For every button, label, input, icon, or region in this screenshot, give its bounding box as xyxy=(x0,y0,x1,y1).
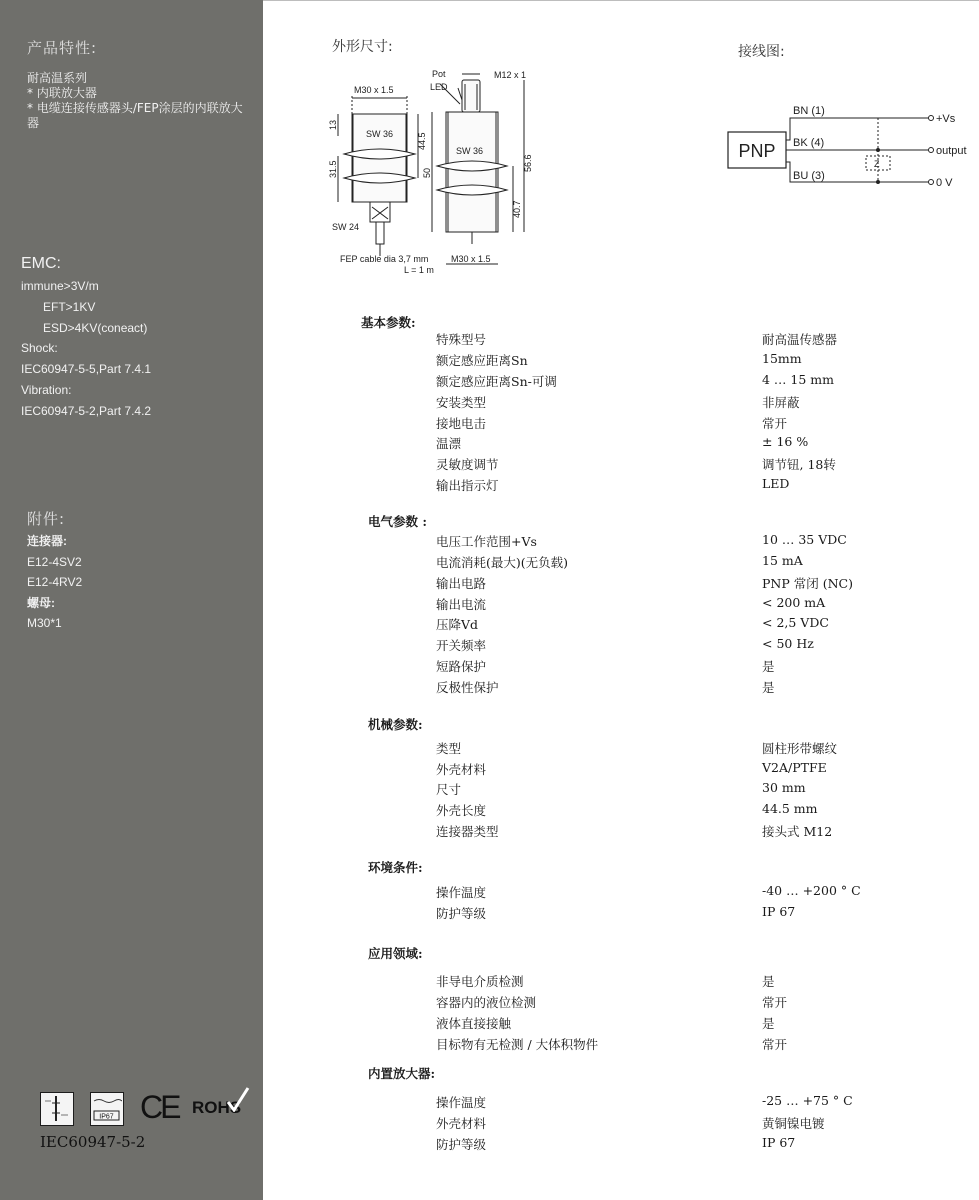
spec-value: 圆柱形带螺纹 xyxy=(762,741,838,756)
spec-value: 非屏蔽 xyxy=(762,395,800,410)
spec-row xyxy=(0,393,979,413)
spec-row xyxy=(0,1135,979,1155)
spec-value: 接头式 M12 xyxy=(762,824,833,839)
wire-bk: BK (4) xyxy=(793,137,825,149)
emc-item: immune>3V/m xyxy=(21,279,99,293)
spec-value: < 2,5 VDC xyxy=(762,615,829,630)
spec-group-electrical: 电气参数 : xyxy=(368,514,427,529)
spec-label: 容器内的液位检测 xyxy=(436,995,537,1010)
spec-label: 输出指示灯 xyxy=(436,478,499,493)
dim-fep-cable: FEP cable dia 3,7 mm xyxy=(340,254,429,264)
spec-row xyxy=(0,1014,979,1034)
dim-cable-length: L = 1 m xyxy=(404,265,434,275)
terminal-output: output xyxy=(936,145,967,157)
emc-item: IEC60947-5-2,Part 7.4.2 xyxy=(21,403,152,418)
spec-group-environment: 环境条件: xyxy=(368,860,423,875)
rohs-label: ROHS xyxy=(192,1098,242,1117)
spec-label: 外壳材料 xyxy=(436,1116,487,1131)
features-list xyxy=(27,71,252,131)
spec-label: 输出电流 xyxy=(436,597,487,612)
spec-group-mechanical: 机械参数: xyxy=(368,717,423,732)
dim-sw36b: SW 36 xyxy=(456,146,484,156)
spec-label: 尺寸 xyxy=(436,782,462,797)
spec-value: < 50 Hz xyxy=(762,636,814,651)
pnp-box-label: PNP xyxy=(738,141,776,161)
ce-mark-icon: CE xyxy=(140,1089,179,1125)
spec-label: 液体直接接触 xyxy=(436,1016,512,1031)
wire-bu: BU (3) xyxy=(793,170,825,182)
spec-value: 44.5 mm xyxy=(762,801,818,816)
accessory-item: 螺母: xyxy=(27,595,55,610)
dim-m12: M12 x 1 xyxy=(494,70,527,80)
spec-row xyxy=(0,1035,979,1055)
dim-13: 13 xyxy=(328,119,338,130)
spec-value: 30 mm xyxy=(762,780,806,795)
dim-m30-bottom: M30 x 1.5 xyxy=(451,254,491,264)
spec-value: PNP 常闭 (NC) xyxy=(762,576,853,591)
spec-label: 安装类型 xyxy=(436,395,487,410)
wiring-diagram xyxy=(720,100,979,199)
top-divider xyxy=(263,0,979,1)
spec-group-basic: 基本参数: xyxy=(361,315,416,330)
dim-315: 31.5 xyxy=(328,160,338,178)
spec-group-applications: 应用领域: xyxy=(368,946,423,961)
dim-50: 50 xyxy=(422,167,432,178)
spec-label: 非导电介质检测 xyxy=(436,974,524,989)
features-title: 产品特性: xyxy=(27,39,98,57)
spec-value: 15mm xyxy=(762,351,802,366)
spec-label: 电流消耗(最大)(无负载) xyxy=(436,555,569,570)
dim-m30-top: M30 x 1.5 xyxy=(354,85,394,95)
spec-value: IP 67 xyxy=(762,904,796,919)
spec-value: < 200 mA xyxy=(762,595,826,610)
spec-row xyxy=(0,904,979,924)
spec-value: 常开 xyxy=(762,416,788,431)
spec-label: 输出电路 xyxy=(436,576,487,591)
spec-label: 防护等级 xyxy=(436,906,487,921)
load-z: Z xyxy=(874,159,880,169)
spec-label: 温漂 xyxy=(436,436,462,451)
spec-label: 反极性保护 xyxy=(436,680,499,695)
terminal-0v: 0 V xyxy=(936,177,953,189)
emc-item: ESD>4KV(coneact) xyxy=(43,320,148,335)
spec-row xyxy=(0,636,979,656)
spec-value: 4 … 15 mm xyxy=(762,372,834,387)
emc-item: IEC60947-5-5,Part 7.4.1 xyxy=(21,362,152,377)
spec-value: ± 16 % xyxy=(762,434,809,449)
spec-label: 压降Vd xyxy=(436,617,479,632)
emc-item: EFT>1KV xyxy=(43,299,96,314)
spec-value: 耐高温传感器 xyxy=(762,332,838,347)
spec-row xyxy=(0,455,979,475)
spec-label: 外壳材料 xyxy=(436,762,487,777)
dim-445: 44.5 xyxy=(417,132,427,150)
standard-caption: IEC60947-5-2 xyxy=(40,1133,146,1151)
emc-title: EMC: xyxy=(21,255,61,272)
ip67-label: IP67 xyxy=(99,1113,114,1121)
wire-bn: BN (1) xyxy=(793,105,825,117)
spec-value: -25 … +75 ° C xyxy=(762,1093,853,1108)
spec-label: 外壳长度 xyxy=(436,803,487,818)
accessory-item: M30*1 xyxy=(27,616,62,630)
spec-value: 黄铜镍电镀 xyxy=(762,1116,825,1131)
dim-pot: Pot xyxy=(432,69,446,79)
spec-label: 连接器类型 xyxy=(436,824,499,839)
spec-row xyxy=(0,780,979,800)
spec-row xyxy=(0,434,979,454)
spec-row xyxy=(0,574,979,594)
dim-407: 40.7 xyxy=(512,200,522,218)
spec-value: 常开 xyxy=(762,1037,788,1052)
spec-row xyxy=(0,760,979,780)
feature-item: 耐高温系列 xyxy=(27,71,88,85)
spec-row xyxy=(0,657,979,677)
dim-sw36a: SW 36 xyxy=(366,129,394,139)
spec-row xyxy=(0,553,979,573)
spec-row xyxy=(0,414,979,434)
spec-label: 类型 xyxy=(436,741,462,756)
spec-value: 调节钮, 18转 xyxy=(762,457,836,472)
spec-row xyxy=(0,330,979,350)
feature-item: * 电缆连接传感器头/FEP涂层的内联放大器 xyxy=(27,101,243,130)
spec-label: 操作温度 xyxy=(436,1095,487,1110)
spec-row xyxy=(0,476,979,496)
dimensions-title: 外形尺寸: xyxy=(332,39,393,55)
emc-item: Vibration: xyxy=(21,382,72,397)
spec-value: V2A/PTFE xyxy=(762,760,827,775)
spec-value: 是 xyxy=(762,1016,775,1031)
spec-value: 10 … 35 VDC xyxy=(762,532,847,547)
spec-row xyxy=(0,372,979,392)
spec-row xyxy=(0,972,979,992)
spec-row xyxy=(0,993,979,1013)
spec-row xyxy=(0,595,979,615)
spec-value: 是 xyxy=(762,659,775,674)
emc-item: Shock: xyxy=(21,341,58,356)
spec-row xyxy=(0,532,979,552)
spec-value: 是 xyxy=(762,974,775,989)
spec-row xyxy=(0,678,979,698)
spec-label: 额定感应距离Sn xyxy=(436,353,528,368)
spec-value: -40 … +200 ° C xyxy=(762,883,861,898)
spec-label: 操作温度 xyxy=(436,885,487,900)
terminal-vs: +Vs xyxy=(936,113,956,125)
feature-item: * 内联放大器 xyxy=(27,86,97,100)
spec-value: IP 67 xyxy=(762,1135,796,1150)
dim-566: 56.6 xyxy=(523,154,533,172)
spec-label: 开关频率 xyxy=(436,638,487,653)
spec-value: LED xyxy=(762,476,790,491)
spec-row xyxy=(0,822,979,842)
spec-row xyxy=(0,1093,979,1113)
spec-label: 目标物有无检测 / 大体积物件 xyxy=(436,1037,599,1052)
spec-row xyxy=(0,801,979,821)
spec-row xyxy=(0,739,979,759)
spec-row xyxy=(0,883,979,903)
spec-value: 15 mA xyxy=(762,553,803,568)
dimension-drawing xyxy=(320,60,550,284)
spec-value: 常开 xyxy=(762,995,788,1010)
spec-label: 电压工作范围+Vs xyxy=(436,534,537,549)
spec-label: 短路保护 xyxy=(436,659,487,674)
dim-led: LED xyxy=(430,82,448,92)
spec-row xyxy=(0,615,979,635)
accessories-title: 附件: xyxy=(27,510,66,528)
wiring-title: 接线图: xyxy=(738,44,785,60)
accessory-item: E12-4SV2 xyxy=(27,554,82,569)
spec-value: 是 xyxy=(762,680,775,695)
spec-label: 灵敏度调节 xyxy=(436,457,499,472)
accessory-item: 连接器: xyxy=(27,534,67,548)
spec-row xyxy=(0,1114,979,1134)
accessory-item: E12-4RV2 xyxy=(27,575,83,589)
spec-label: 额定感应距离Sn-可调 xyxy=(436,374,557,389)
dim-sw24: SW 24 xyxy=(332,222,360,232)
spec-label: 特殊型号 xyxy=(436,332,487,347)
spec-row xyxy=(0,351,979,371)
spec-group-amplifier: 内置放大器: xyxy=(368,1066,436,1081)
spec-label: 防护等级 xyxy=(436,1137,487,1152)
spec-label: 接地电击 xyxy=(436,416,487,431)
